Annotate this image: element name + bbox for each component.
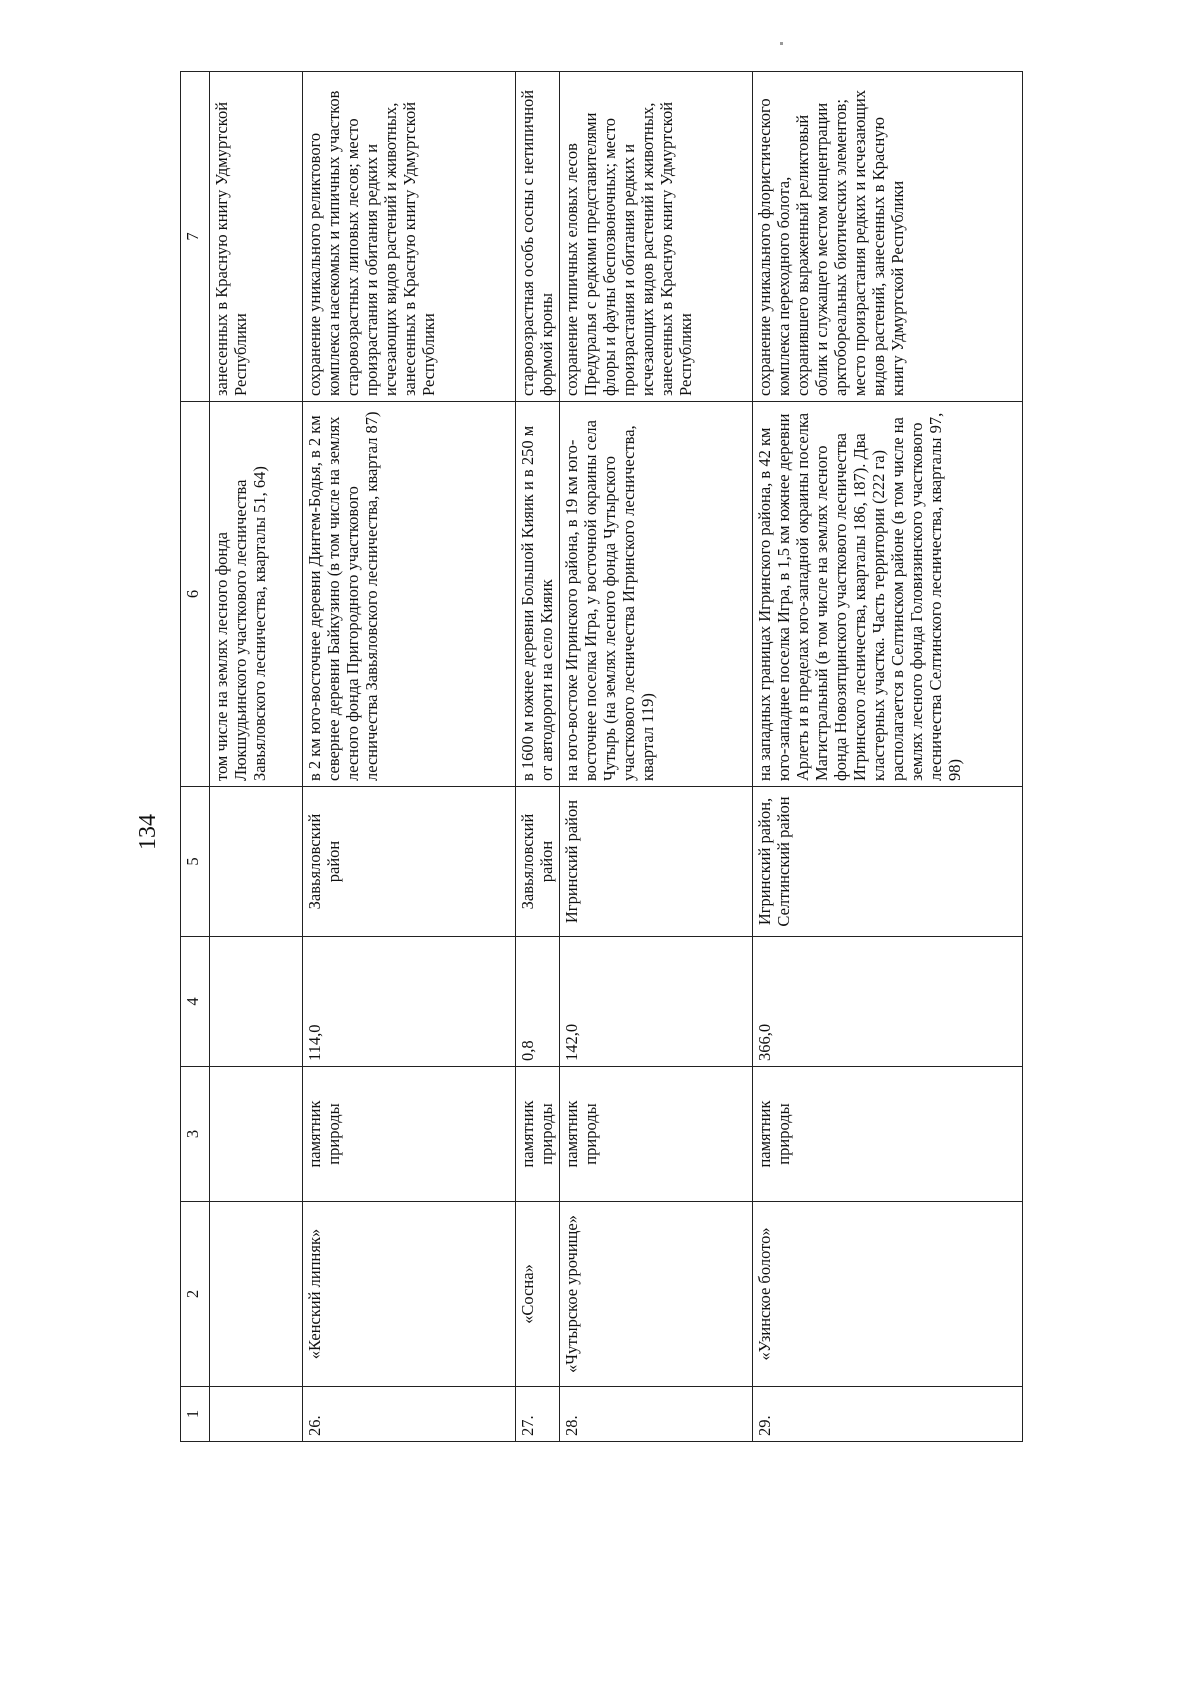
purpose-cell: старовозрастная особь сосны с нетипичной формой кроны bbox=[516, 72, 560, 402]
object-name: «Сосна» bbox=[516, 1202, 560, 1387]
location-cell: на западных границах Игринского района, в 42 км юго-западнее поселка Игра, в 1,5 км южнее деревни Арлеть и в пределах юго-западной окраины поселка Магистральный (в том числе на землях лесного фонда Новозятцинского участкового лесничества Игринского лесничества, кварталы 186, 187). Два кластерных участка. Часть территории (222 га) располагается в Селтинском районе (в том числе на землях лесного фонда Головизинского участкового лесничества Селтинского лесничества, кварталы 97, 98) bbox=[753, 402, 1023, 787]
rotated-table-wrapper bbox=[180, 72, 1050, 1442]
empty-cell bbox=[210, 1202, 303, 1387]
object-district: Завьяловский район bbox=[303, 787, 516, 937]
object-district: Игринский район bbox=[560, 787, 753, 937]
object-name: «Чутырское урочище» bbox=[560, 1202, 753, 1387]
natural-monuments-table bbox=[180, 71, 1023, 1442]
purpose-cell: сохранение уникального реликтового комплекса насекомых и типичных участков старовозрастных липовых лесов; место произрастания и обитания редких и исчезающих видов растений и животных, занесенных в Красную книгу Удмуртской Республики bbox=[303, 72, 516, 402]
object-district: Игринский район, Селтинский район bbox=[753, 787, 1023, 937]
row-number: 29. bbox=[753, 1387, 1023, 1442]
header-row bbox=[181, 72, 210, 1442]
object-district: Завьяловский район bbox=[516, 787, 560, 937]
empty-cell bbox=[210, 937, 303, 1067]
col-header-7: 7 bbox=[181, 72, 210, 402]
location-cell: в 2 км юго-восточнее деревни Динтем-Бодья, в 2 км севернее деревни Байкузино (в том числе на землях лесного фонда Пригородного участкового лесничества Завьяловского лесничества, квартал 87) bbox=[303, 402, 516, 787]
col-header-6: 6 bbox=[181, 402, 210, 787]
object-name: «Узинское болото» bbox=[753, 1202, 1023, 1387]
object-name: «Кенский липняк» bbox=[303, 1202, 516, 1387]
object-category: памятник природы bbox=[516, 1067, 560, 1202]
object-category: памятник природы bbox=[753, 1067, 1023, 1202]
purpose-cell: сохранение типичных еловых лесов Предуралья с редкими представителями флоры и фауны беспозвоночных; место произрастания и обитания редких и исчезающих видов растений и животных, занесенных в Красную книгу Удмуртской Республики bbox=[560, 72, 753, 402]
empty-cell bbox=[210, 1067, 303, 1202]
row-number: 27. bbox=[516, 1387, 560, 1442]
col-header-4: 4 bbox=[181, 937, 210, 1067]
object-area: 366,0 bbox=[753, 937, 1023, 1067]
location-cell: том числе на землях лесного фонда Люкшудьинского участкового лесничества Завьяловского лесничества, кварталы 51, 64) bbox=[210, 402, 303, 787]
empty-cell bbox=[210, 1387, 303, 1442]
table-frame bbox=[180, 72, 1200, 1436]
col-header-5: 5 bbox=[181, 787, 210, 937]
location-cell: на юго-востоке Игринского района, в 19 км юго-восточнее поселка Игра, у восточной окраины села Чутырь (на землях лесного фонда Чутырского участкового лесничества Игринского лесничества, квартал 119) bbox=[560, 402, 753, 787]
object-category: памятник природы bbox=[303, 1067, 516, 1202]
object-area: 142,0 bbox=[560, 937, 753, 1067]
continuation-row bbox=[210, 72, 303, 1442]
empty-cell bbox=[210, 787, 303, 937]
location-cell: в 1600 м южнее деревни Большой Кияик и в 250 м от автодороги на село Кияик bbox=[516, 402, 560, 787]
col-header-3: 3 bbox=[181, 1067, 210, 1202]
object-area: 0,8 bbox=[516, 937, 560, 1067]
row-number: 26. bbox=[303, 1387, 516, 1442]
col-header-2: 2 bbox=[181, 1202, 210, 1387]
table-row bbox=[303, 72, 516, 1442]
col-header-1: 1 bbox=[181, 1387, 210, 1442]
row-number: 28. bbox=[560, 1387, 753, 1442]
table-row bbox=[753, 72, 1023, 1442]
table-row bbox=[560, 72, 753, 1442]
table-row bbox=[516, 72, 560, 1442]
object-area: 114,0 bbox=[303, 937, 516, 1067]
purpose-cell: занесенных в Красную книгу Удмуртской Республики bbox=[210, 72, 303, 402]
scan-speck bbox=[780, 42, 783, 45]
purpose-cell: сохранение уникального флористического комплекса переходного болота, сохранившего выраженный реликтовый облик и служащего местом концентрации арктобореальных биотических элементов; место произрастания редких и исчезающих видов растений, занесенных в Красную книгу Удмуртской Республики bbox=[753, 72, 1023, 402]
object-category: памятник природы bbox=[560, 1067, 753, 1202]
page-number: 134 bbox=[135, 814, 161, 850]
